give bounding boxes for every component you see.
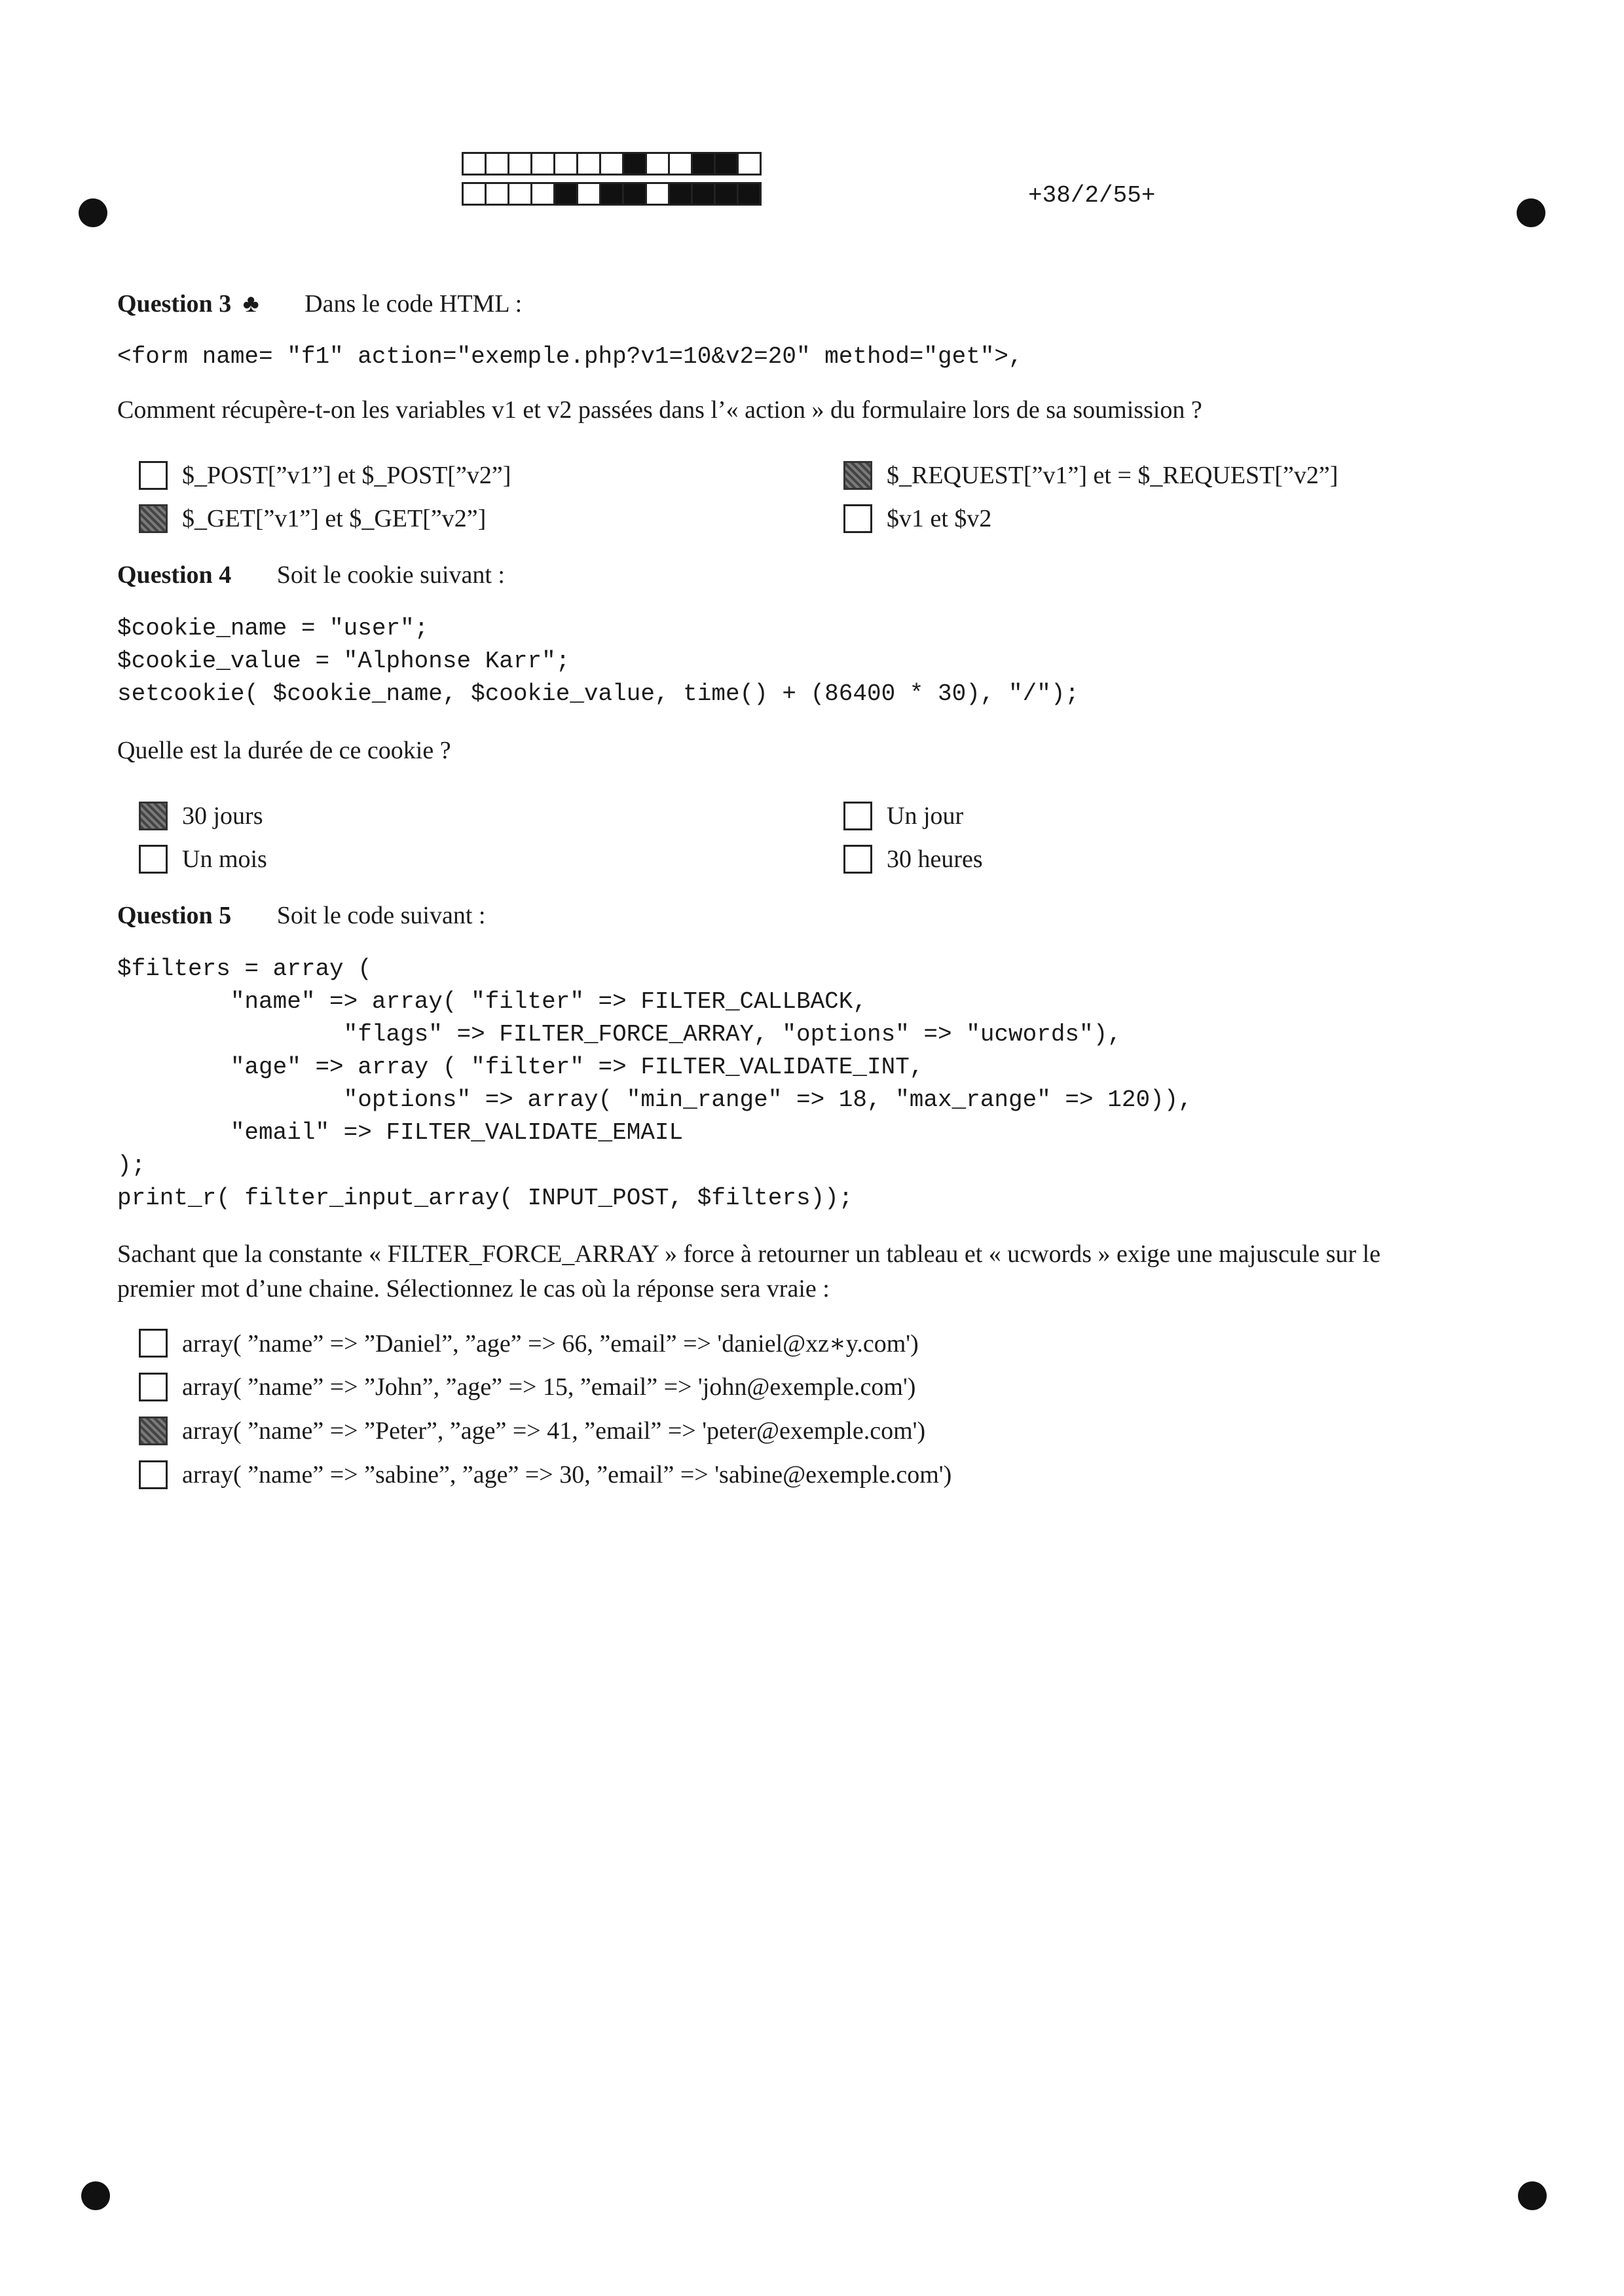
q5-question-line-2: premier mot d’une chaine. Sélectionnez le cas où la réponse sera vraie : xyxy=(117,1275,830,1303)
barcode-cell xyxy=(553,182,578,206)
q4-option-3-checkbox[interactable] xyxy=(843,802,872,830)
registration-mark-bottom-left xyxy=(81,2181,110,2210)
q5-code: $filters = array ( "name" => array( "filter" => FILTER_CALLBACK, "flags" => FILTER_FORCE_ARRAY, "options" => "ucwords"), "age" => array ( "filter" => FILTER_VALIDATE_INT, "options" => array( "min_range" => 18, "max_range" => 120)), "email" => FILTER_VALIDATE_EMAIL ); print_r( filter_input_array( INPUT_POST, $filters)); xyxy=(117,955,1192,1212)
q5-option-3-label: array( ”name” => ”Peter”, ”age” => 41, ”email” => 'peter@exemple.com') xyxy=(182,1417,926,1445)
q4-option-1-label: 30 jours xyxy=(182,802,263,830)
q3-option-2[interactable] xyxy=(139,500,486,537)
barcode-cell xyxy=(462,182,487,206)
barcode-cell xyxy=(714,182,739,206)
q5-question-line-1: Sachant que la constante « FILTER_FORCE_ARRAY » force à retourner un tableau et « ucwords » exige une majuscule sur le xyxy=(117,1240,1381,1268)
club-icon: ♣ xyxy=(242,290,259,318)
barcode-cell xyxy=(530,152,555,176)
q5-option-2-label: array( ”name” => ”John”, ”age” => 15, ”email” => 'john@exemple.com') xyxy=(182,1373,916,1401)
q4-option-1[interactable] xyxy=(139,798,263,834)
registration-mark-top-right xyxy=(1517,198,1545,227)
q3-code: <form name= "f1" action="exemple.php?v1=10&v2=20" method="get">, xyxy=(117,343,1023,370)
q4-option-4-label: 30 heures xyxy=(887,845,983,873)
barcode-cell xyxy=(507,152,532,176)
barcode-cell xyxy=(599,182,624,206)
q4-option-3[interactable] xyxy=(843,798,963,834)
q4-option-3-label: Un jour xyxy=(887,802,964,830)
barcode-cell xyxy=(530,182,555,206)
q3-title: Question 3 xyxy=(117,290,232,318)
q4-title: Question 4 xyxy=(117,561,232,589)
q4-header xyxy=(117,557,505,593)
q5-option-4-label: array( ”name” => ”sabine”, ”age” => 30, ”email” => 'sabine@exemple.com') xyxy=(182,1461,952,1489)
q5-option-1-checkbox[interactable] xyxy=(139,1329,168,1358)
barcode-cell xyxy=(507,182,532,206)
q3-option-1-checkbox[interactable] xyxy=(139,461,168,490)
q5-header xyxy=(117,897,485,934)
barcode-cell xyxy=(737,152,762,176)
barcode-cell xyxy=(668,152,693,176)
registration-mark-bottom-right xyxy=(1518,2181,1547,2210)
barcode-cell xyxy=(576,152,601,176)
q4-question: Quelle est la durée de ce cookie ? xyxy=(117,737,451,764)
q5-option-2-checkbox[interactable] xyxy=(139,1373,168,1401)
barcode-cell xyxy=(622,182,647,206)
q5-option-1-label: array( ”name” => ”Daniel”, ”age” => 66, ”email” => 'daniel@xz∗y.com') xyxy=(182,1329,919,1358)
q4-prompt: Soit le cookie suivant : xyxy=(276,561,505,589)
q4-option-2-label: Un mois xyxy=(182,845,267,873)
q5-option-4-checkbox[interactable] xyxy=(139,1460,168,1489)
barcode-cell xyxy=(485,182,509,206)
q3-option-3-checkbox[interactable] xyxy=(843,461,872,490)
q5-option-4[interactable] xyxy=(139,1456,951,1493)
q3-option-3[interactable] xyxy=(843,457,1338,494)
q5-option-1[interactable] xyxy=(139,1325,919,1361)
barcode-cell xyxy=(668,182,693,206)
q5-option-3[interactable] xyxy=(139,1413,925,1449)
barcode-cell xyxy=(691,152,716,176)
barcode-cell xyxy=(599,152,624,176)
q3-option-4-checkbox[interactable] xyxy=(843,504,872,533)
barcode-cell xyxy=(553,152,578,176)
barcode-cell xyxy=(737,182,762,206)
q5-prompt: Soit le code suivant : xyxy=(276,902,486,929)
barcode-cell xyxy=(645,152,670,176)
barcode-top-row xyxy=(462,152,760,176)
q3-option-1[interactable] xyxy=(139,457,511,494)
barcode-cell xyxy=(462,152,487,176)
barcode-bottom-row xyxy=(462,182,760,206)
barcode-cell xyxy=(622,152,647,176)
q3-option-1-label: $_POST[”v1”] et $_POST[”v2”] xyxy=(182,462,511,489)
q5-option-3-checkbox[interactable] xyxy=(139,1416,168,1445)
barcode-cell xyxy=(645,182,670,206)
barcode-cell xyxy=(485,152,509,176)
barcode-cell xyxy=(714,152,739,176)
registration-mark-top-left xyxy=(79,198,107,227)
page-id: +38/2/55+ xyxy=(1028,182,1156,209)
q4-option-2-checkbox[interactable] xyxy=(139,845,168,874)
q3-question: Comment récupère-t-on les variables v1 et v2 passées dans l’« action » du formulaire lors de sa soumission ? xyxy=(117,396,1202,424)
q4-option-4-checkbox[interactable] xyxy=(843,845,872,874)
q3-prompt: Dans le code HTML : xyxy=(304,290,523,318)
q3-option-4-label: $v1 et $v2 xyxy=(887,505,992,532)
q4-option-4[interactable] xyxy=(843,841,983,878)
q5-option-2[interactable] xyxy=(139,1369,915,1405)
q3-option-2-label: $_GET[”v1”] et $_GET[”v2”] xyxy=(182,505,487,532)
q4-option-1-checkbox[interactable] xyxy=(139,802,168,830)
q4-code: $cookie_name = "user"; $cookie_value = "Alphonse Karr"; setcookie( $cookie_name, $cookie_value, time() + (86400 * 30), "/"); xyxy=(117,615,1080,707)
q3-option-2-checkbox[interactable] xyxy=(139,504,168,533)
barcode-cell xyxy=(691,182,716,206)
q4-option-2[interactable] xyxy=(139,841,267,878)
q5-title: Question 5 xyxy=(117,902,232,929)
q3-header xyxy=(117,286,522,322)
q3-option-3-label: $_REQUEST[”v1”] et = $_REQUEST[”v2”] xyxy=(887,462,1338,489)
barcode-cell xyxy=(576,182,601,206)
q3-option-4[interactable] xyxy=(843,500,991,537)
